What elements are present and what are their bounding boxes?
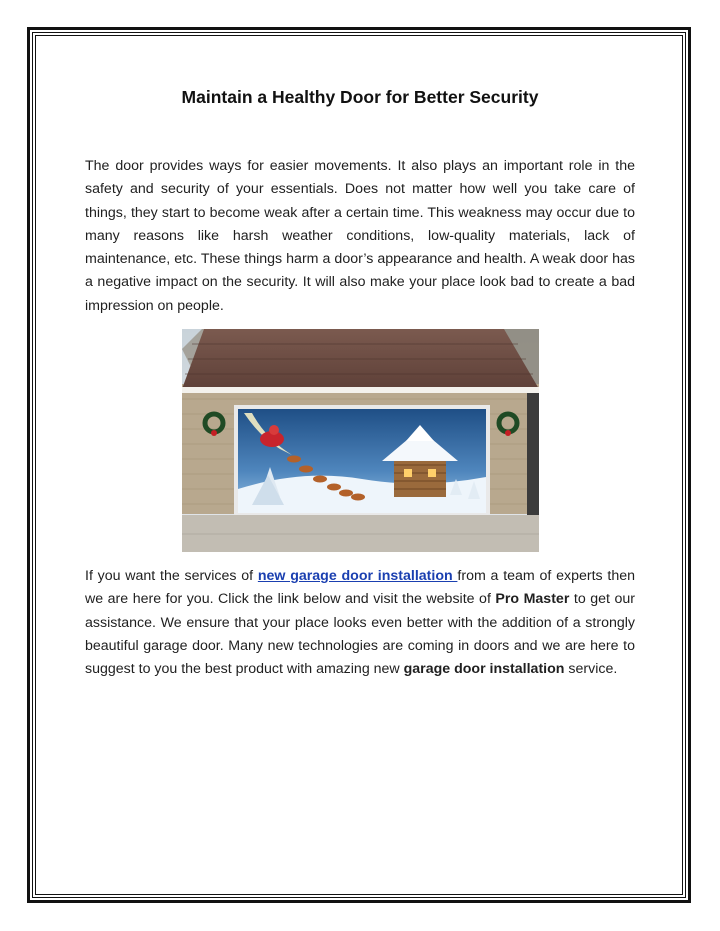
new-garage-door-installation-link[interactable]: new garage door installation [257, 568, 458, 584]
intro-paragraph: The door provides ways for easier movements. It also plays an important role in the safety and security of your essentials. Does not matter how well you take care of things, they start to become weak after a certain time. This weakness may occur due to many reasons like harsh weather conditions, low-quality materials, lack of maintenance, etc. These things harm a door’s appearance and health. A weak door has a negative impact on the security. It will also make your place look bad to create a bad impression on people. [85, 158, 635, 314]
page-title: Maintain a Healthy Door for Better Security [181, 87, 539, 107]
services-paragraph [85, 565, 635, 681]
services-after-link-text: from a team of experts then we are here for you. Click the link below and visit the website of [85, 568, 635, 608]
services-after-brand-text: to get our assistance. We ensure that your place looks even better with the addition of a strongly beautiful garage door. Many new technologies are coming in doors and we are here to suggest to you the best product with amazing new [85, 591, 635, 678]
brand-name: Pro Master [495, 591, 570, 608]
service-name: garage door installation [403, 661, 565, 678]
services-intro-text: If you want the services of [85, 568, 258, 584]
garage-door-photo [182, 329, 539, 552]
services-ending-text: service. [564, 661, 618, 678]
